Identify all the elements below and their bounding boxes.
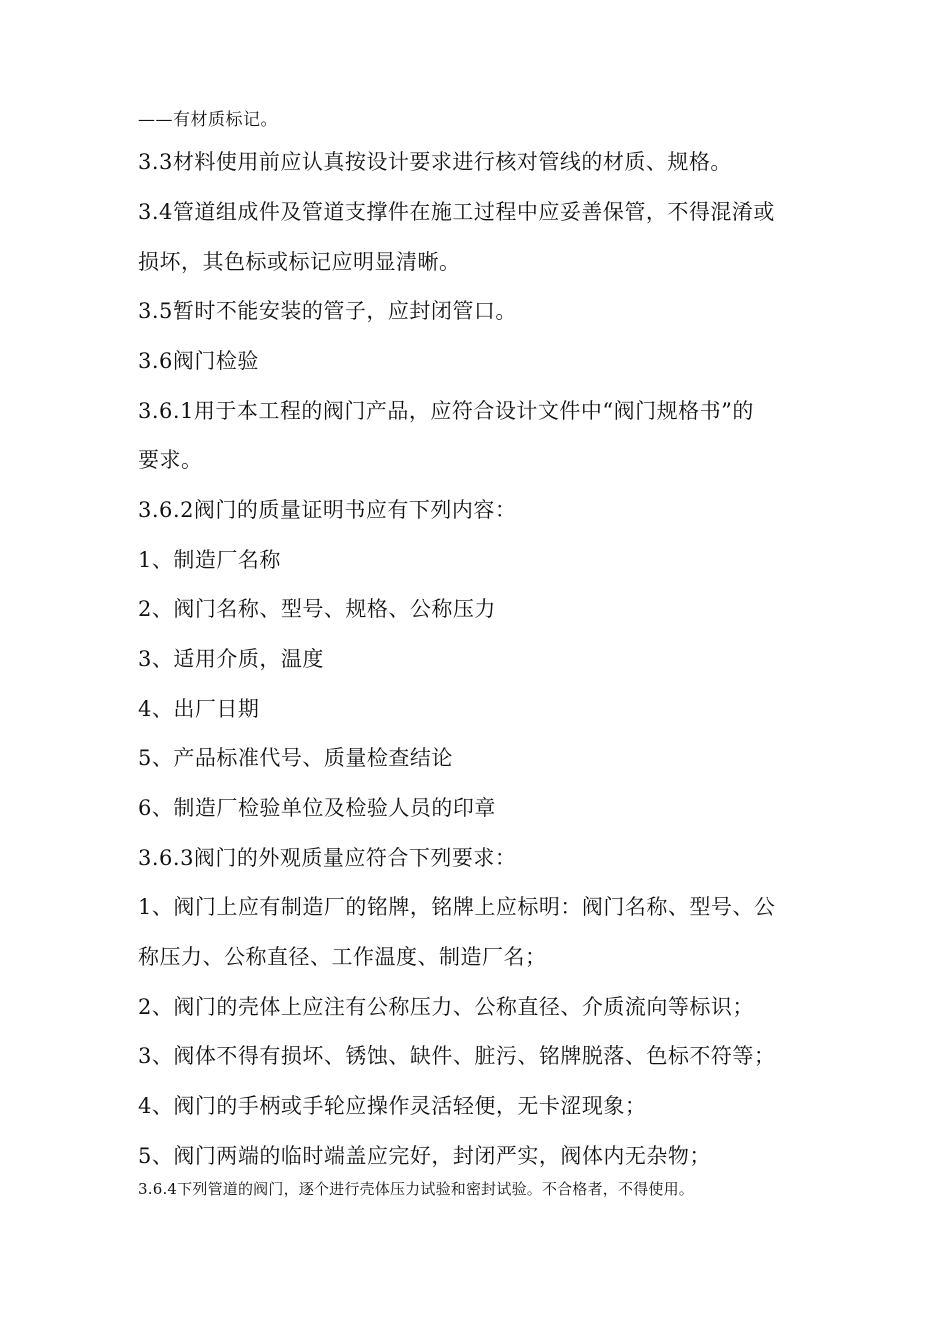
text-line: ——有材质标记。 (138, 110, 278, 130)
list-item: 2、阀门的壳体上应注有公称压力、公称直径、介质流向等标识； (138, 995, 754, 1019)
list-item: 5、产品标准代号、质量检查结论 (138, 746, 453, 770)
text-line: 3.6.1用于本工程的阀门产品，应符合设计文件中“阀门规格书”的 (138, 399, 754, 423)
list-item: 1、阀门上应有制造厂的铭牌，铭牌上应标明：阀门名称、型号、公 (138, 895, 776, 919)
list-item: 2、阀门名称、型号、规格、公称压力 (138, 597, 496, 621)
list-item: 4、阀门的手柄或手轮应操作灵活轻便，无卡涩现象； (138, 1094, 647, 1118)
text-line: 3.3材料使用前应认真按设计要求进行核对管线的材质、规格。 (138, 150, 732, 174)
list-item: 1、制造厂名称 (138, 548, 281, 572)
text-line: 要求。 (138, 448, 203, 472)
text-line: 3.6.3阀门的外观质量应符合下列要求： (138, 846, 517, 870)
list-item: 称压力、公称直径、工作温度、制造厂名； (138, 945, 547, 969)
text-line: 3.4管道组成件及管道支撑件在施工过程中应妥善保管，不得混淆或 (138, 200, 775, 224)
text-line: 3.6.2阀门的质量证明书应有下列内容： (138, 498, 517, 522)
list-item: 3、适用介质，温度 (138, 647, 324, 671)
text-line: 3.5暂时不能安装的管子，应封闭管口。 (138, 299, 517, 323)
text-line: 损坏，其色标或标记应明显清晰。 (138, 250, 461, 274)
section-heading: 3.6阀门检验 (138, 349, 259, 373)
list-item: 3、阀体不得有损坏、锈蚀、缺件、脏污、铭牌脱落、色标不符等； (138, 1044, 776, 1068)
list-item: 5、阀门两端的临时端盖应完好，封闭严实，阀体内无杂物； (138, 1144, 711, 1168)
footnote-text: 3.6.4下列管道的阀门，逐个进行壳体压力试验和密封试验。不合格者，不得使用。 (138, 1180, 694, 1198)
list-item: 6、制造厂检验单位及检验人员的印章 (138, 796, 496, 820)
list-item: 4、出厂日期 (138, 697, 260, 721)
